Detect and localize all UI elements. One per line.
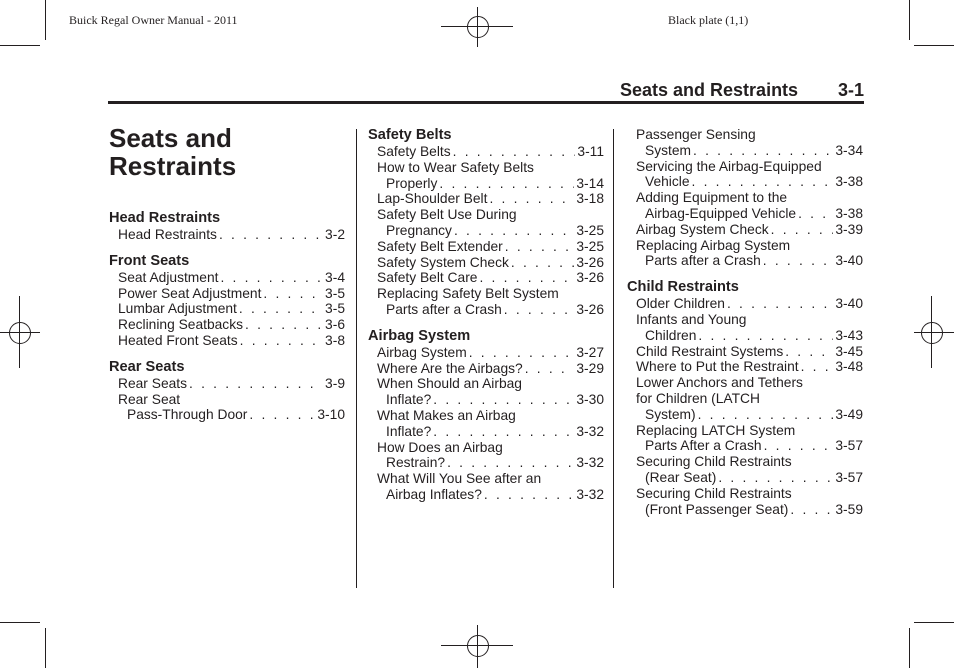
toc-entry-row: [109, 227, 345, 243]
toc-entry[interactable]: [109, 301, 345, 317]
toc-entry[interactable]: [368, 440, 604, 472]
toc-entry[interactable]: [627, 222, 863, 238]
toc-entry-text: When Should an Airbag: [377, 376, 522, 392]
toc-page-number: 3-8: [325, 332, 345, 348]
toc-column-3: [627, 127, 863, 517]
toc-page-number: 3-57: [835, 438, 863, 454]
toc-entry-text: Older Children: [636, 296, 725, 312]
toc-entry[interactable]: [368, 286, 604, 318]
toc-entry-text: Parts after a Crash: [386, 301, 502, 317]
toc-entry-text: Seat Adjustment: [118, 269, 219, 285]
toc-entry-row: [368, 270, 604, 286]
toc-entry[interactable]: [109, 333, 345, 349]
toc-entry-text: (Front Passenger Seat): [645, 501, 789, 517]
leader-dots: [785, 344, 833, 360]
toc-entry[interactable]: [368, 255, 604, 271]
chapter-title: Seats and Restraints: [109, 123, 237, 181]
toc-entry-row: [368, 345, 604, 361]
leader-dots: [505, 239, 575, 255]
leader-dots: [790, 502, 833, 518]
toc-entry[interactable]: [109, 227, 345, 243]
leader-dots: [798, 206, 833, 222]
toc-page-number: 3-32: [576, 455, 604, 471]
toc-page-number: 3-48: [835, 359, 863, 375]
toc-page-number: 3-9: [325, 375, 345, 391]
crop-mark: [45, 0, 46, 40]
leader-dots: [698, 328, 833, 344]
toc-entry-row: [368, 255, 604, 271]
toc-entry-row: [368, 455, 604, 471]
toc-page-number: 3-25: [576, 238, 604, 254]
toc-entry-text: Safety Belt Care: [377, 270, 478, 286]
toc-entry-text: How to Wear Safety Belts: [377, 159, 534, 175]
toc-entry-text: Servicing the Airbag-Equipped: [636, 158, 822, 174]
toc-page-number: 3-32: [576, 423, 604, 439]
leader-dots: [263, 286, 323, 302]
leader-dots: [245, 317, 323, 333]
toc-column-1: [109, 210, 345, 423]
leader-dots: [447, 455, 574, 471]
toc-entry[interactable]: [109, 392, 345, 424]
toc-entry-text: Inflate?: [386, 392, 432, 408]
toc-entry-text: Replacing Airbag System: [636, 237, 791, 253]
toc-entry-row: [627, 174, 863, 190]
toc-entry-row: [368, 361, 604, 377]
toc-entry-text: Power Seat Adjustment: [118, 285, 262, 301]
toc-page-number: 3-40: [835, 296, 863, 312]
toc-entry-text: Lumbar Adjustment: [118, 301, 237, 317]
page-number: 3-1: [837, 80, 864, 100]
toc-entry-row: [627, 143, 863, 159]
toc-entry[interactable]: [627, 296, 863, 312]
toc-entry-row: [627, 438, 863, 454]
toc-page-number: 3-26: [576, 301, 604, 317]
toc-entry-text: Securing Child Restraints: [636, 485, 792, 501]
toc-entry[interactable]: [109, 376, 345, 392]
leader-dots: [433, 424, 574, 440]
toc-page-number: 3-32: [576, 486, 604, 502]
toc-entry-row: [627, 359, 863, 375]
toc-entry[interactable]: [368, 207, 604, 239]
toc-entry-text: System: [645, 142, 691, 158]
toc-entry-text: Where to Put the Restraint: [636, 359, 799, 375]
toc-entry-row: [627, 296, 863, 312]
toc-entry[interactable]: [368, 144, 604, 160]
toc-entry-row: [368, 223, 604, 239]
toc-page-number: 3-38: [835, 174, 863, 190]
toc-entry-row: [627, 222, 863, 238]
toc-entry-text: Rear Seats: [118, 375, 188, 391]
toc-entry[interactable]: [627, 375, 863, 422]
crop-mark: [914, 622, 954, 623]
toc-entry-text: Replacing Safety Belt System: [377, 286, 559, 302]
toc-entry[interactable]: [109, 286, 345, 302]
toc-entry-text: What Makes an Airbag: [377, 407, 516, 423]
leader-dots: [504, 302, 575, 318]
toc-entry-text: Replacing LATCH System: [636, 422, 796, 438]
toc-entry[interactable]: [368, 270, 604, 286]
crop-mark: [0, 622, 40, 623]
toc-entry[interactable]: [627, 454, 863, 486]
toc-entry-row: [627, 328, 863, 344]
toc-entry-row: [368, 424, 604, 440]
toc-entry-text: What Will You See after an: [377, 471, 542, 487]
toc-group-heading: Rear Seats: [109, 358, 185, 375]
leader-dots: [525, 361, 575, 377]
toc-entry-row: [109, 376, 345, 392]
leader-dots: [484, 487, 575, 503]
toc-entry-row: [368, 176, 604, 192]
leader-dots: [763, 253, 834, 269]
toc-entry-text: Restrain?: [386, 455, 446, 471]
toc-entry-text: Lower Anchors and Tethers: [636, 375, 803, 391]
toc-entry[interactable]: [368, 471, 604, 503]
toc-entry-row: [368, 392, 604, 408]
leader-dots: [220, 270, 323, 286]
toc-entry[interactable]: [627, 359, 863, 375]
toc-page-number: 3-6: [325, 317, 345, 333]
registration-target-icon: [0, 296, 40, 368]
toc-entry-text: for Children (LATCH: [636, 390, 760, 406]
toc-entry-row: [368, 302, 604, 318]
toc-entry[interactable]: [627, 423, 863, 455]
leader-dots: [189, 376, 323, 392]
toc-entry-row: [627, 253, 863, 269]
plate-label: Black plate (1,1): [668, 13, 749, 27]
toc-page-number: 3-26: [576, 254, 604, 270]
toc-entry-text: Lap-Shoulder Belt: [377, 191, 488, 207]
toc-group-heading: Child Restraints: [627, 279, 739, 296]
toc-entry[interactable]: [368, 361, 604, 377]
toc-page-number: 3-38: [835, 205, 863, 221]
header-rule: [108, 101, 864, 104]
leader-dots: [479, 270, 574, 286]
toc-entry-text: Children: [645, 327, 697, 343]
toc-group-heading: Airbag System: [368, 327, 471, 344]
toc-page-number: 3-10: [317, 407, 345, 423]
toc-entry-row: [109, 407, 345, 423]
toc-entry-row: [368, 239, 604, 255]
toc-page-number: 3-5: [325, 301, 345, 317]
leader-dots: [240, 333, 323, 349]
toc-entry-text: Parts after a Crash: [645, 253, 761, 269]
leader-dots: [454, 223, 574, 239]
toc-entry-text: Head Restraints: [118, 227, 217, 242]
crop-mark: [909, 628, 910, 668]
toc-entry-row: [368, 487, 604, 503]
toc-page-number: 3-34: [835, 142, 863, 158]
toc-entry-text: Airbag System Check: [636, 221, 769, 237]
crop-mark: [45, 628, 46, 668]
toc-entry-text: Safety Belt Use During: [377, 207, 517, 223]
toc-page-number: 3-57: [835, 469, 863, 485]
toc-entry-text: Adding Equipment to the: [636, 190, 788, 206]
leader-dots: [433, 392, 574, 408]
toc-entry-text: Properly: [386, 175, 438, 191]
toc-page-number: 3-43: [835, 327, 863, 343]
toc-entry[interactable]: [109, 317, 345, 333]
toc-entry-row: [627, 344, 863, 360]
toc-entry-row: [627, 502, 863, 518]
toc-page-number: 3-5: [325, 285, 345, 301]
toc-entry[interactable]: [627, 159, 863, 191]
toc-group-heading: Safety Belts: [368, 127, 452, 143]
toc-page-number: 3-49: [835, 406, 863, 422]
manual-title: Buick Regal Owner Manual - 2011: [69, 13, 238, 27]
leader-dots: [469, 345, 575, 361]
toc-entry-text: Parts After a Crash: [645, 438, 762, 454]
toc-entry-text: Reclining Seatbacks: [118, 317, 244, 333]
toc-entry[interactable]: [627, 486, 863, 518]
crop-mark: [909, 0, 910, 40]
toc-entry[interactable]: [627, 190, 863, 222]
toc-entry-text: Where Are the Airbags?: [377, 360, 523, 376]
toc-page-number: 3-29: [576, 360, 604, 376]
toc-entry[interactable]: [109, 270, 345, 286]
toc-entry[interactable]: [627, 127, 863, 159]
toc-entry-row: [627, 206, 863, 222]
toc-entry-row: [627, 407, 863, 423]
toc-entry-text: Infants and Young: [636, 311, 747, 327]
column-divider: [356, 129, 357, 588]
crop-mark: [0, 45, 40, 46]
toc-entry-text: Passenger Sensing: [636, 127, 756, 142]
crop-mark: [914, 45, 954, 46]
toc-entry-text: Inflate?: [386, 423, 432, 439]
leader-dots: [771, 222, 834, 238]
registration-target-icon: [441, 7, 513, 47]
column-divider: [613, 129, 614, 588]
registration-target-icon: [914, 296, 954, 368]
toc-entry-text: Rear Seat: [118, 391, 181, 407]
toc-entry-text: Safety System Check: [377, 254, 509, 270]
toc-entry-text: Vehicle: [645, 174, 690, 190]
toc-entry[interactable]: [627, 344, 863, 360]
toc-entry-text: How Does an Airbag: [377, 439, 503, 455]
toc-entry-row: [109, 270, 345, 286]
toc-page-number: 3-45: [835, 343, 863, 359]
toc-entry[interactable]: [368, 408, 604, 440]
toc-page-number: 3-18: [576, 191, 604, 207]
leader-dots: [801, 359, 834, 375]
toc-entry-row: [109, 333, 345, 349]
toc-page-number: 3-59: [835, 501, 863, 517]
toc-entry-text: Airbag Inflates?: [386, 486, 482, 502]
registration-target-icon: [441, 625, 513, 668]
toc-group-heading: Front Seats: [109, 252, 190, 269]
toc-page-number: 3-14: [576, 175, 604, 191]
leader-dots: [453, 144, 576, 160]
toc-entry-text: Securing Child Restraints: [636, 454, 792, 470]
toc-entry[interactable]: [368, 345, 604, 361]
toc-entry-text: System): [645, 406, 696, 422]
leader-dots: [511, 255, 574, 271]
toc-page-number: 3-27: [576, 344, 604, 360]
toc-entry-text: Pregnancy: [386, 222, 452, 238]
toc-entry-text: Heated Front Seats: [118, 332, 238, 348]
toc-entry-text: Safety Belts: [377, 144, 451, 159]
toc-column-2: [368, 127, 604, 503]
toc-entry-text: Airbag-Equipped Vehicle: [645, 205, 797, 221]
toc-entry[interactable]: [368, 239, 604, 255]
toc-entry-text: Safety Belt Extender: [377, 238, 503, 254]
toc-entry-row: [109, 317, 345, 333]
leader-dots: [698, 407, 834, 423]
leader-dots: [249, 407, 315, 423]
toc-page-number: 3-30: [576, 392, 604, 408]
toc-entry-text: Airbag System: [377, 344, 467, 360]
toc-page-number: 3-4: [325, 269, 345, 285]
toc-entry[interactable]: [368, 191, 604, 207]
toc-entry[interactable]: [368, 376, 604, 408]
leader-dots: [439, 176, 574, 192]
leader-dots: [727, 296, 833, 312]
toc-entry-text: (Rear Seat): [645, 469, 717, 485]
toc-page-number: 3-11: [577, 144, 604, 159]
toc-entry[interactable]: [368, 160, 604, 192]
leader-dots: [489, 191, 574, 207]
toc-page-number: 3-26: [576, 270, 604, 286]
toc-entry-row: [627, 470, 863, 486]
toc-page-number: 3-39: [835, 221, 863, 237]
toc-group-heading: Head Restraints: [109, 210, 221, 226]
toc-page-number: 3-2: [325, 227, 345, 242]
leader-dots: [239, 301, 323, 317]
toc-entry-text: Child Restraint Systems: [636, 343, 784, 359]
leader-dots: [219, 227, 323, 243]
leader-dots: [764, 438, 834, 454]
section-header: [620, 80, 864, 101]
toc-entry[interactable]: [627, 312, 863, 344]
section-title: Seats and Restraints: [620, 80, 799, 100]
leader-dots: [718, 470, 833, 486]
leader-dots: [692, 174, 834, 190]
toc-page-number: 3-25: [576, 222, 604, 238]
toc-entry-row: [109, 286, 345, 302]
toc-page-number: 3-40: [835, 253, 863, 269]
toc-entry-row: [368, 191, 604, 207]
toc-entry-row: [368, 144, 604, 160]
toc-entry[interactable]: [627, 238, 863, 270]
toc-entry-row: [109, 301, 345, 317]
toc-entry-text: Pass-Through Door: [127, 407, 248, 423]
leader-dots: [693, 143, 833, 159]
